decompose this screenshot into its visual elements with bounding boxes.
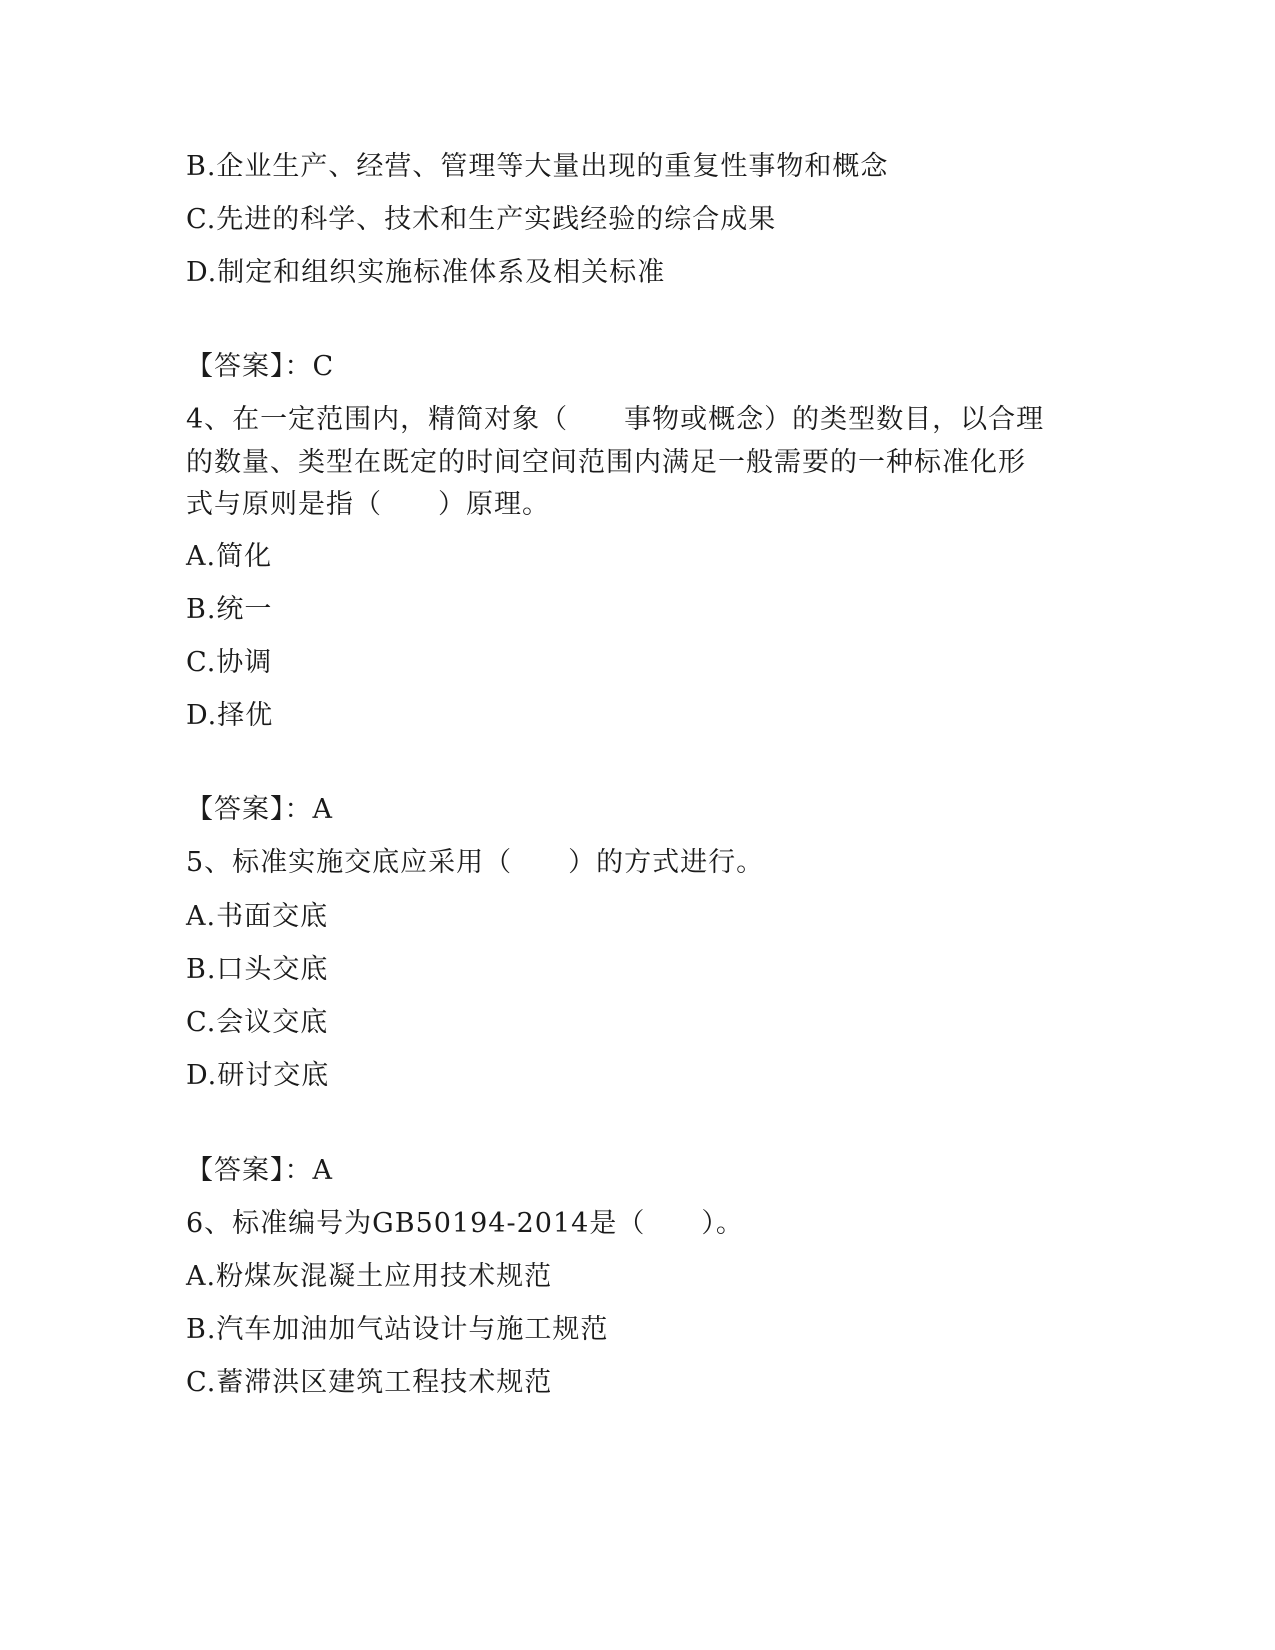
q5-option-d: D.研讨交底 xyxy=(186,1060,330,1091)
q4-stem-line3: 式与原则是指（ ）原理。 xyxy=(186,489,550,520)
q4-option-a: A.简化 xyxy=(186,541,273,572)
q5-stem: 5、标准实施交底应采用（ ）的方式进行。 xyxy=(186,847,765,878)
q4-stem-line1: 4、在一定范围内，精简对象（ 事物或概念）的类型数目，以合理 xyxy=(186,404,1045,435)
q4-option-c: C.协调 xyxy=(186,647,273,678)
q5-answer: 【答案】：A xyxy=(186,1155,333,1186)
q5-option-c: C.会议交底 xyxy=(186,1007,329,1038)
q6-option-a: A.粉煤灰混凝土应用技术规范 xyxy=(186,1261,553,1292)
q4-stem-line2: 的数量、类型在既定的时间空间范围内满足一般需要的一种标准化形 xyxy=(186,447,1026,478)
q4-option-d: D.择优 xyxy=(186,700,274,731)
q4-answer: 【答案】：A xyxy=(186,794,333,825)
q6-option-c: C.蓄滞洪区建筑工程技术规范 xyxy=(186,1367,553,1398)
q3-option-b: B.企业生产、经营、管理等大量出现的重复性事物和概念 xyxy=(186,151,889,182)
q6-option-b: B.汽车加油加气站设计与施工规范 xyxy=(186,1314,609,1345)
q4-option-b: B.统一 xyxy=(186,594,273,625)
q3-option-c: C.先进的科学、技术和生产实践经验的综合成果 xyxy=(186,204,777,235)
q3-answer: 【答案】：C xyxy=(186,351,335,382)
q5-option-b: B.口头交底 xyxy=(186,954,329,985)
q6-stem: 6、标准编号为GB50194-2014是（ ）。 xyxy=(186,1208,744,1239)
q5-option-a: A.书面交底 xyxy=(186,901,329,932)
q3-option-d: D.制定和组织实施标准体系及相关标准 xyxy=(186,257,666,288)
